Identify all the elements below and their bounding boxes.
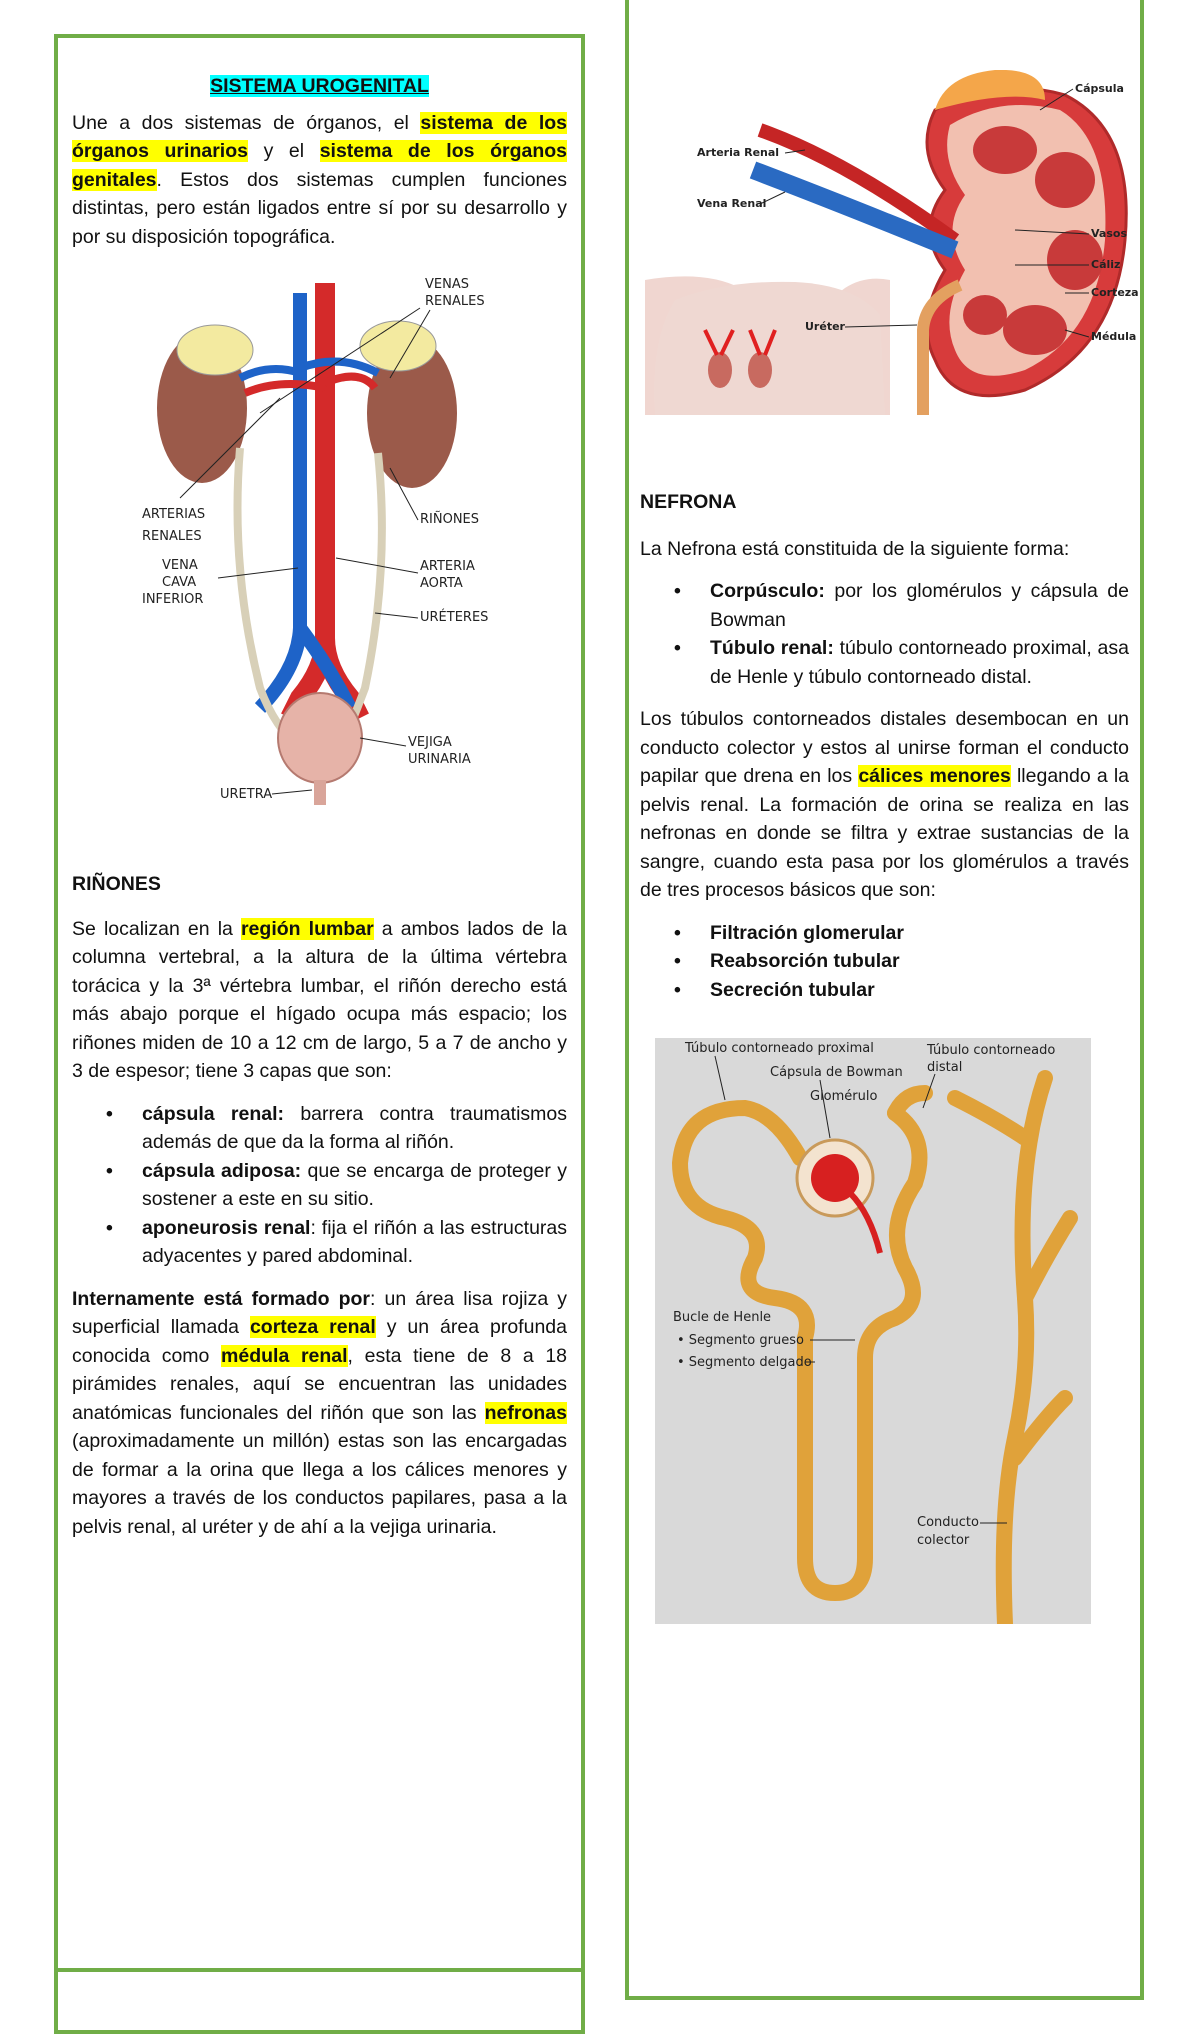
renal-vein-left <box>240 369 300 378</box>
urinary-system-figure <box>140 268 520 808</box>
nephron-figure <box>655 1038 1091 1624</box>
label-tubulo-distal: Túbulo contorneado distal <box>927 1043 1056 1075</box>
small-kidney-right <box>748 352 772 388</box>
label-ureteres: URÉTERES <box>420 610 489 625</box>
label-ureter: Uréter <box>805 320 845 333</box>
rinones-paragraph-1: Se localizan en la región lumbar a ambos lados de la columna vertebral, a la altura de la última vértebra torácica y la 3ª vértebra lumbar, el riñón derecho está más abajo porque el hígado ocupa más espacio; los riñones miden de 10 a 12 cm de largo, 5 a 7 de ancho y 3 de espesor; tiene 3 capas que son: <box>72 917 567 1082</box>
label-tubulo-proximal: Túbulo contorneado proximal <box>685 1041 874 1056</box>
label-corteza: Corteza <box>1091 286 1139 299</box>
nefrona-heading: NEFRONA <box>640 491 737 513</box>
bottom-rule <box>54 1968 585 1972</box>
bladder <box>278 693 362 783</box>
left-adrenal <box>177 325 253 375</box>
list-item: • Túbulo renal: túbulo contorneado proximal, asa de Henle y túbulo contorneado distal. <box>710 634 1129 691</box>
label-glomerulo: Glomérulo <box>810 1089 878 1104</box>
vena-cava <box>260 293 350 708</box>
label-arteria-renal: Arteria Renal <box>697 146 780 159</box>
right-column-text <box>640 488 1129 1018</box>
label-rinones: RIÑONES <box>420 512 480 527</box>
nefrona-paragraph-2: Los túbulos contorneados distales desembocan en un conducto colector y estos al unirse forman el conducto papilar que drena en los cálices menores llegando a la pelvis renal. La formación de orina se realiza en las nefronas en donde se filtra y extrae sustancias de la sangre, cuando esta pasa por los glomérulos a través de tres procesos básicos que son: <box>640 708 1130 901</box>
label-caliz: Cáliz <box>1091 258 1121 271</box>
label-capsula-bowman: Cápsula de Bowman <box>770 1065 903 1080</box>
label-uretra: URETRA <box>220 787 273 802</box>
processes-list <box>640 919 1129 1005</box>
label-arteria-aorta: ARTERIA AORTA <box>420 559 475 591</box>
list-item: • Secreción tubular <box>710 976 1129 1005</box>
list-item: • Reabsorción tubular <box>710 947 1129 976</box>
list-item: • aponeurosis renal: fija el riñón a las estructuras adyacentes y pared abdominal. <box>142 1214 567 1271</box>
label-conducto-colector: Conducto colector <box>917 1515 979 1548</box>
label-segmento-delgado: • Segmento delgado <box>677 1355 812 1370</box>
label-bucle-henle: Bucle de Henle <box>673 1310 772 1325</box>
label-vasos: Vasos <box>1091 227 1127 240</box>
page-title: SISTEMA UROGENITAL <box>210 75 429 97</box>
label-medula: Médula <box>1091 330 1137 343</box>
small-kidney-left <box>708 352 732 388</box>
list-item: • Filtración glomerular <box>710 919 1129 948</box>
label-segmento-grueso: • Segmento grueso <box>677 1333 804 1348</box>
label-vejiga: VEJIGA URINARIA <box>408 735 471 767</box>
nefrona-parts-list <box>640 577 1129 691</box>
label-capsula: Cápsula <box>1075 82 1124 95</box>
renal-vein-right <box>300 362 378 373</box>
rinones-heading: RIÑONES <box>72 873 161 895</box>
urethra <box>314 780 326 805</box>
intro-paragraph: Une a dos sistemas de órganos, el sistema de los órganos urinarios y el sistema de los órganos genitales. Estos dos sistemas cumplen funciones distintas, pero están ligados entre sí por su desarrollo y por su disposición topográfica. <box>72 111 567 248</box>
kidney-cross-section-figure <box>645 70 1145 420</box>
list-item: • cápsula adiposa: que se encarga de proteger y sostener a este en su sitio. <box>142 1157 567 1214</box>
rinones-paragraph-2: Internamente está formado por: un área lisa rojiza y superficial llamada corteza renal y un área profunda conocida como médula renal, esta tiene de 8 a 18 pirámides renales, aquí se encuentran las unidades anatómicas funcionales del riñón que son las nefronas (aproximadamente un millón) estas son las encargadas de formar a la orina que llega a los cálices menores y mayores a través de los conductos papilares, pasa a la pelvis renal, al uréter y de ahí a la vejiga urinaria. <box>72 1287 568 1538</box>
list-item: • cápsula renal: barrera contra traumatismos además de que da la forma al riñón. <box>142 1100 567 1157</box>
left-column-bottom <box>72 870 567 1555</box>
label-arterias-renales: ARTERIAS RENALES <box>142 507 206 544</box>
kidney-layers-list <box>72 1100 567 1271</box>
left-column-top <box>72 72 567 265</box>
renal-artery-left <box>245 384 325 393</box>
label-venas-renales: VENAS RENALES <box>425 277 485 309</box>
label-vena-renal: Vena Renal <box>697 197 767 210</box>
nefrona-intro: La Nefrona está constituida de la siguiente forma: <box>640 537 1070 560</box>
list-item: • Corpúsculo: por los glomérulos y cápsula de Bowman <box>710 577 1129 634</box>
label-vena-cava: VENA CAVA INFERIOR <box>142 558 204 607</box>
